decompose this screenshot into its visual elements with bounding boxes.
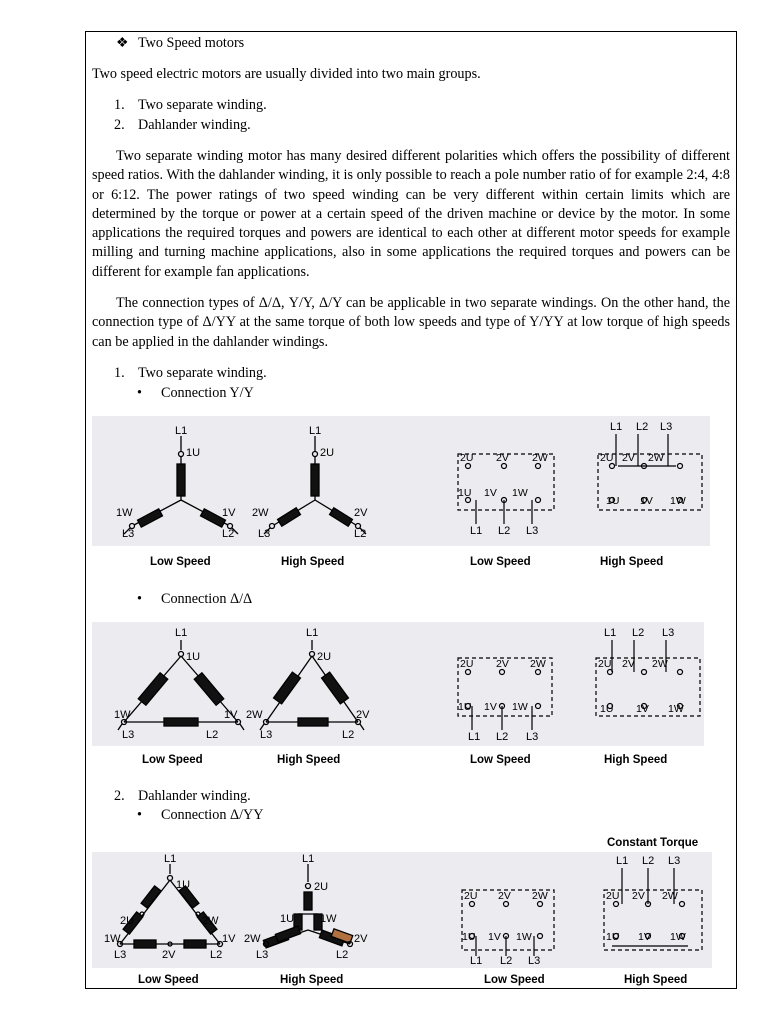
dyy-lbl-2v-hs: 2V: [354, 933, 368, 945]
lbl-l1-hs: L1: [309, 425, 322, 437]
dyy-tb-low-2v: 2V: [498, 890, 511, 902]
tb-low-1w: 1W: [512, 487, 528, 499]
tb-low-l3: L3: [526, 525, 539, 537]
group-num-1: 1.: [114, 97, 125, 113]
tb-high-1w: 1W: [670, 495, 686, 507]
dd-tb-low-1u: 1U: [458, 701, 472, 713]
dd-lbl-1w: 1W: [114, 709, 131, 721]
delta-high-speed: [260, 640, 364, 730]
bullet-dot-3: •: [137, 807, 142, 823]
dyy-tb-high-2v: 2V: [632, 890, 645, 902]
dyy-tb-low-l3: L3: [528, 955, 541, 967]
subsection-num-2: 2.: [114, 788, 125, 804]
dd-lbl-l2-hs: L2: [342, 729, 355, 741]
terminal-box-low: [458, 454, 554, 524]
tb-low-1v: 1V: [484, 487, 497, 499]
tb-low-2w: 2W: [532, 452, 548, 464]
dyy-lbl-l2: L2: [210, 949, 223, 961]
dd-lbl-2u: 2U: [317, 651, 332, 663]
dyy-tb-high-1w: 1W: [670, 931, 686, 943]
dyy-tb-low-l2: L2: [500, 955, 513, 967]
bullet-dot: •: [137, 385, 142, 401]
dd-tb-high-1w: 1W: [668, 703, 684, 715]
dd-lbl-1u: 1U: [186, 651, 201, 663]
lbl-l2: L2: [222, 528, 235, 540]
tb-high-l1: L1: [610, 421, 623, 433]
tb-high-2v: 2V: [622, 452, 635, 464]
dyy-tb-low-l1: L1: [470, 955, 483, 967]
tb-low-2u: 2U: [460, 452, 474, 464]
dyy-tb-high-l3: L3: [668, 855, 681, 867]
dyy-lbl-2u-hs: 2U: [314, 881, 329, 893]
dd-tb-low-1v: 1V: [484, 701, 497, 713]
dd-lbl-2w: 2W: [246, 709, 263, 721]
dyy-tb-low-1w: 1W: [516, 931, 532, 943]
lbl-2u: 2U: [320, 447, 335, 459]
tb-low-2v: 2V: [496, 452, 509, 464]
dahlander-low-speed: [118, 864, 223, 948]
caption-dd-high-box: High Speed: [604, 754, 668, 766]
dyy-lbl-1u: 1U: [176, 879, 191, 891]
dyy-lbl-2u: 2U: [120, 915, 135, 927]
lbl-1u: 1U: [186, 447, 201, 459]
lbl-l1: L1: [175, 425, 188, 437]
dd-tb-low-2v: 2V: [496, 658, 509, 670]
dyy-tb-low-1u: 1U: [462, 931, 476, 943]
dyy-tb-low-2w: 2W: [532, 890, 548, 902]
lbl-l3: L3: [122, 528, 135, 540]
dyy-lbl-2w: 2W: [202, 915, 219, 927]
caption-yy-high-box: High Speed: [600, 556, 664, 568]
lbl-2w: 2W: [252, 507, 269, 519]
figure-yy-diagram: [92, 416, 712, 576]
dyy-lbl-l2-hs: L2: [336, 949, 349, 961]
lbl-1v: 1V: [222, 507, 236, 519]
dahlander-high-speed: [263, 864, 352, 948]
section-bullet: ❖: [116, 35, 129, 51]
dyy-lbl-1w: 1W: [104, 933, 121, 945]
dd-tb-high-2u: 2U: [598, 658, 612, 670]
dyy-tb-low-1v: 1V: [488, 931, 501, 943]
constant-torque-label: Constant Torque: [607, 837, 699, 849]
dd-tb-high-1u: 1U: [600, 703, 614, 715]
caption-yy-high-star: High Speed: [281, 556, 345, 568]
subsection-label-2: Dahlander winding.: [138, 788, 251, 804]
dyy-tb-high-2w: 2W: [662, 890, 678, 902]
dyy-lbl-1w-hs: 1W: [320, 913, 337, 925]
dyy-lbl-l1-hs: L1: [302, 853, 315, 865]
paragraph-1: Two separate winding motor has many desired different polarities which offers the possibility of different speed ratios. With the dahlander winding, it is only possible to reach a pole number ratio of for example 2:4, 4:8 or 6:12. The power ratings of two speed winding can be very different within certain limits which are determined by the torque or power at a certain speed of the driven machine or device by the motor. In some applications the required torques and powers are identical to each other at different motor speeds for example milling and turning machine applications, also in some applications the required torques and powers can be different for example fan applications.: [92, 148, 730, 280]
star-low-speed: [124, 436, 238, 534]
caption-yy-low-box: Low Speed: [470, 556, 531, 568]
connection-dyy-label: Connection Δ/YY: [161, 807, 264, 823]
tb-high-2u: 2U: [600, 452, 614, 464]
caption-dyy-low-star: Low Speed: [138, 974, 199, 986]
dd-tb-low-l2: L2: [496, 731, 509, 743]
caption-dd-low-star: Low Speed: [142, 754, 203, 766]
dd-lbl-l3-hs: L3: [260, 729, 273, 741]
dyy-lbl-2w-hs: 2W: [244, 933, 261, 945]
dd-lbl-l2: L2: [206, 729, 219, 741]
dd-lbl-1v: 1V: [224, 709, 238, 721]
dyy-lbl-2v: 2V: [162, 949, 176, 961]
dyy-lbl-l3: L3: [114, 949, 127, 961]
tb-low-l1: L1: [470, 525, 483, 537]
caption-dd-high-star: High Speed: [277, 754, 341, 766]
dyy-lbl-l3-hs: L3: [256, 949, 269, 961]
tb-high-2w: 2W: [648, 452, 664, 464]
group-label-1: Two separate winding.: [138, 97, 267, 113]
dd-lbl-2v: 2V: [356, 709, 370, 721]
dd-lbl-l1: L1: [175, 627, 188, 639]
dyy-tb-high-l2: L2: [642, 855, 655, 867]
dd-tb-low-l1: L1: [468, 731, 481, 743]
dyy-lbl-1v: 1V: [222, 933, 236, 945]
dyy-tb-high-l1: L1: [616, 855, 629, 867]
tb-high-1u: 1U: [606, 495, 620, 507]
tb-high-1v: 1V: [640, 495, 653, 507]
dd-lbl-l1-hs: L1: [306, 627, 319, 639]
dd-lbl-l3: L3: [122, 729, 135, 741]
figure-dyy-diagram: [92, 852, 714, 988]
dyy-lbl-1u-hs: 1U: [280, 913, 295, 925]
dd-tb-low-2w: 2W: [530, 658, 546, 670]
dyy-tb-high-1u: 1U: [606, 931, 620, 943]
dd-tb-low-l3: L3: [526, 731, 539, 743]
group-label-2: Dahlander winding.: [138, 117, 251, 133]
section-title: Two Speed motors: [138, 35, 245, 51]
caption-dd-low-box: Low Speed: [470, 754, 531, 766]
figure-dd-diagram: [92, 622, 712, 772]
caption-yy-low-star: Low Speed: [150, 556, 211, 568]
dd-tb-high-l3: L3: [662, 627, 675, 639]
dyy-tb-high-1v: 1V: [638, 931, 651, 943]
lbl-1w: 1W: [116, 507, 133, 519]
caption-dyy-high-box: High Speed: [624, 974, 688, 986]
subsection-label-1: Two separate winding.: [138, 365, 267, 381]
lbl-l3-hs: L3: [258, 528, 271, 540]
connection-dd-label: Connection Δ/Δ: [161, 591, 253, 607]
tb-low-l2: L2: [498, 525, 511, 537]
star-high-speed: [264, 436, 366, 534]
paragraph-2: The connection types of Δ/Δ, Y/Y, Δ/Y can be applicable in two separate windings. On the other hand, the connection type of Δ/YY at the same torque of both low speeds and type of Y/YY at low torque of high speeds can be applied in the dahlander windings.: [92, 295, 730, 350]
dd-tb-low-2u: 2U: [460, 658, 474, 670]
dyy-lbl-l1: L1: [164, 853, 177, 865]
caption-dyy-low-box: Low Speed: [484, 974, 545, 986]
dd-tb-high-l2: L2: [632, 627, 645, 639]
tb-low-1u: 1U: [458, 487, 472, 499]
dd-tb-low-1w: 1W: [512, 701, 528, 713]
dd-tb-high-2v: 2V: [622, 658, 635, 670]
tb-high-l3: L3: [660, 421, 673, 433]
tb-high-l2: L2: [636, 421, 649, 433]
dyy-tb-low-2u: 2U: [464, 890, 478, 902]
intro-text: Two speed electric motors are usually divided into two main groups.: [92, 66, 481, 82]
bullet-dot-2: •: [137, 591, 142, 607]
connection-yy-label: Connection Y/Y: [161, 385, 254, 401]
dd-tb-high-2w: 2W: [652, 658, 668, 670]
group-num-2: 2.: [114, 117, 125, 133]
lbl-2v: 2V: [354, 507, 368, 519]
subsection-num-1: 1.: [114, 365, 125, 381]
caption-dyy-high-star: High Speed: [280, 974, 344, 986]
dd-tb-high-1v: 1V: [636, 703, 649, 715]
dd-tb-high-l1: L1: [604, 627, 617, 639]
lbl-l2-hs: L2: [354, 528, 367, 540]
dyy-tb-high-2u: 2U: [606, 890, 620, 902]
